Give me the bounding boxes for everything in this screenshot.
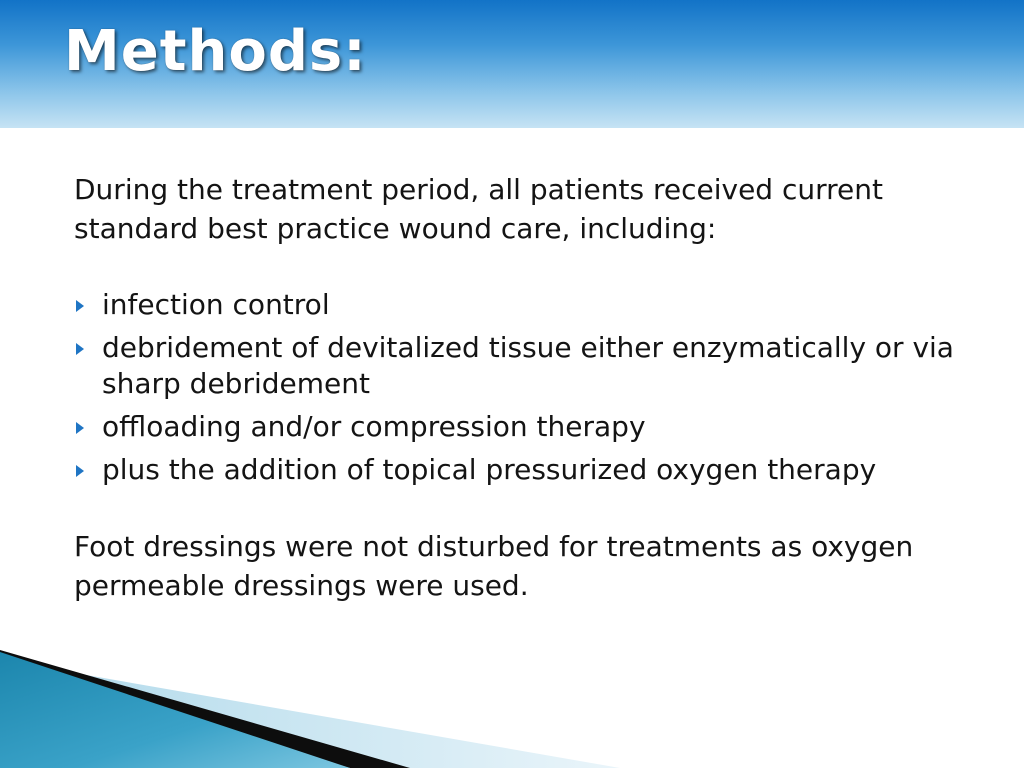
corner-teal-band <box>0 652 350 768</box>
corner-black-stripe <box>0 650 410 768</box>
bullet-item <box>74 452 954 488</box>
bullet-text: offloading and/or compression therapy <box>102 410 646 443</box>
bullet-text: plus the addition of topical pressurized oxygen therapy <box>102 453 877 486</box>
bullet-list <box>74 287 954 488</box>
triangle-right-icon <box>76 300 84 312</box>
title-bar <box>0 0 1024 128</box>
corner-pale-band <box>0 660 620 768</box>
intro-paragraph: During the treatment period, all patients received current standard best practice wound care, including: <box>74 173 883 245</box>
bullet-text: debridement of devitalized tissue either enzymatically or via sharp debridement <box>102 331 954 400</box>
bullet-item <box>74 330 954 402</box>
slide-title: Methods: <box>64 19 367 84</box>
bullet-text: infection control <box>102 288 330 321</box>
closing-paragraph: Foot dressings were not disturbed for treatments as oxygen permeable dressings were used. <box>74 530 914 602</box>
triangle-right-icon <box>76 422 84 434</box>
bullet-item <box>74 409 954 445</box>
slide-content <box>74 170 954 605</box>
bullet-item <box>74 287 954 323</box>
triangle-right-icon <box>76 343 84 355</box>
triangle-right-icon <box>76 465 84 477</box>
